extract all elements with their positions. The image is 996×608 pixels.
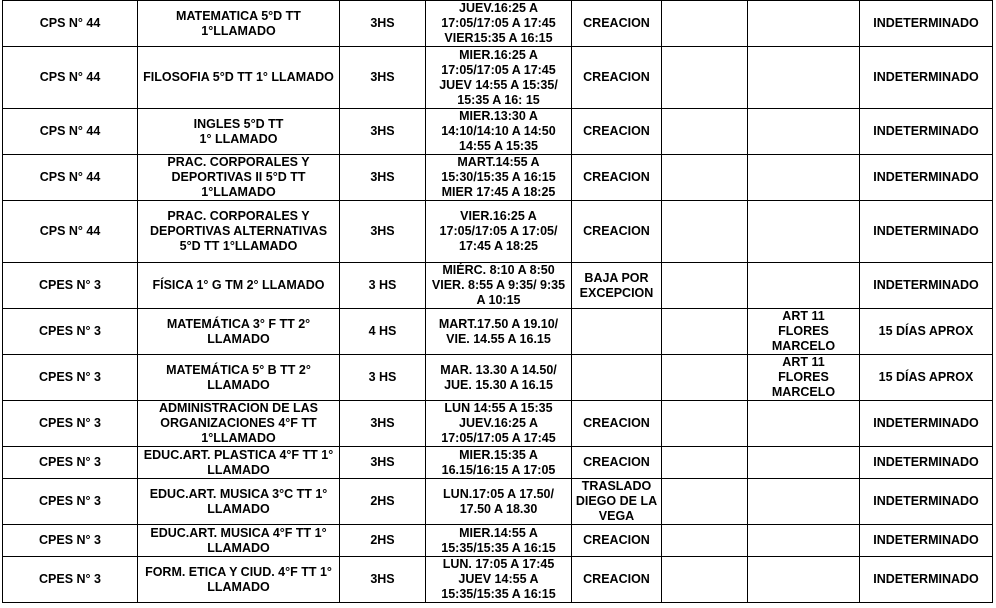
hours-cell: 2HS xyxy=(340,525,426,557)
subject-cell: PRAC. CORPORALES Y DEPORTIVAS II 5°D TT 1°LLAMADO xyxy=(138,155,340,201)
replacement-cell xyxy=(748,401,860,447)
table-row xyxy=(3,447,993,479)
duration-cell: INDETERMINADO xyxy=(860,263,993,309)
empty-cell xyxy=(662,525,748,557)
hours-cell: 3HS xyxy=(340,1,426,47)
replacement-cell xyxy=(748,525,860,557)
subject-cell: PRAC. CORPORALES Y DEPORTIVAS ALTERNATIVAS 5°D TT 1°LLAMADO xyxy=(138,201,340,263)
table-row xyxy=(3,155,993,201)
replacement-cell xyxy=(748,479,860,525)
schedule-cell: MIER.16:25 A 17:05/17:05 A 17:45 JUEV 14:55 A 15:35/ 15:35 A 16: 15 xyxy=(426,47,572,109)
schedule-cell: MIER.14:55 A 15:35/15:35 A 16:15 xyxy=(426,525,572,557)
school-cell: CPES N° 3 xyxy=(3,355,138,401)
hours-cell: 3HS xyxy=(340,47,426,109)
table-body xyxy=(3,1,993,603)
subject-cell: MATEMÁTICA 5° B TT 2° LLAMADO xyxy=(138,355,340,401)
hours-cell: 3HS xyxy=(340,401,426,447)
duration-cell: INDETERMINADO xyxy=(860,201,993,263)
hours-cell: 4 HS xyxy=(340,309,426,355)
table-row xyxy=(3,557,993,603)
status-cell: CREACION xyxy=(572,1,662,47)
hours-cell: 3HS xyxy=(340,109,426,155)
subject-cell: FILOSOFIA 5°D TT 1° LLAMADO xyxy=(138,47,340,109)
duration-cell: INDETERMINADO xyxy=(860,1,993,47)
school-cell: CPES N° 3 xyxy=(3,525,138,557)
replacement-cell xyxy=(748,109,860,155)
empty-cell xyxy=(662,109,748,155)
school-cell: CPES N° 3 xyxy=(3,479,138,525)
school-cell: CPS N° 44 xyxy=(3,155,138,201)
replacement-cell: ART 11 FLORES MARCELO xyxy=(748,355,860,401)
school-cell: CPS N° 44 xyxy=(3,109,138,155)
school-cell: CPS N° 44 xyxy=(3,47,138,109)
status-cell: CREACION xyxy=(572,109,662,155)
empty-cell xyxy=(662,479,748,525)
empty-cell xyxy=(662,355,748,401)
school-cell: CPES N° 3 xyxy=(3,309,138,355)
replacement-cell: ART 11 FLORES MARCELO xyxy=(748,309,860,355)
status-cell xyxy=(572,309,662,355)
status-cell: CREACION xyxy=(572,155,662,201)
schedule-cell: LUN. 17:05 A 17:45 JUEV 14:55 A 15:35/15:35 A 16:15 xyxy=(426,557,572,603)
status-cell: CREACION xyxy=(572,401,662,447)
table-row xyxy=(3,355,993,401)
status-cell: BAJA POR EXCEPCION xyxy=(572,263,662,309)
duration-cell: INDETERMINADO xyxy=(860,525,993,557)
schedule-cell: LUN 14:55 A 15:35 JUEV.16:25 A 17:05/17:05 A 17:45 xyxy=(426,401,572,447)
schedule-cell: LUN.17:05 A 17.50/ 17.50 A 18.30 xyxy=(426,479,572,525)
duration-cell: INDETERMINADO xyxy=(860,155,993,201)
school-cell: CPES N° 3 xyxy=(3,557,138,603)
hours-cell: 3HS xyxy=(340,201,426,263)
replacement-cell xyxy=(748,47,860,109)
duration-cell: 15 DÍAS APROX xyxy=(860,355,993,401)
school-cell: CPS N° 44 xyxy=(3,1,138,47)
hours-cell: 3HS xyxy=(340,155,426,201)
table-row xyxy=(3,47,993,109)
hours-cell: 3 HS xyxy=(340,263,426,309)
status-cell xyxy=(572,355,662,401)
duration-cell: INDETERMINADO xyxy=(860,47,993,109)
schedule-cell: MART.14:55 A 15:30/15:35 A 16:15 MIER 17:45 A 18:25 xyxy=(426,155,572,201)
duration-cell: INDETERMINADO xyxy=(860,109,993,155)
table-row xyxy=(3,1,993,47)
subject-cell: EDUC.ART. MUSICA 4°F TT 1° LLAMADO xyxy=(138,525,340,557)
replacement-cell xyxy=(748,263,860,309)
school-cell: CPES N° 3 xyxy=(3,263,138,309)
empty-cell xyxy=(662,263,748,309)
schedule-cell: MIER.13:30 A 14:10/14:10 A 14:50 14:55 A 15:35 xyxy=(426,109,572,155)
empty-cell xyxy=(662,447,748,479)
status-cell: CREACION xyxy=(572,47,662,109)
schedule-cell: VIER.16:25 A 17:05/17:05 A 17:05/ 17:45 A 18:25 xyxy=(426,201,572,263)
schedule-cell: MART.17.50 A 19.10/ VIE. 14.55 A 16.15 xyxy=(426,309,572,355)
subject-cell: EDUC.ART. MUSICA 3°C TT 1° LLAMADO xyxy=(138,479,340,525)
replacement-cell xyxy=(748,557,860,603)
subject-cell: EDUC.ART. PLASTICA 4°F TT 1° LLAMADO xyxy=(138,447,340,479)
table-row xyxy=(3,201,993,263)
empty-cell xyxy=(662,1,748,47)
subject-cell: ADMINISTRACION DE LAS ORGANIZACIONES 4°F TT 1°LLAMADO xyxy=(138,401,340,447)
hours-cell: 3HS xyxy=(340,447,426,479)
table-row xyxy=(3,109,993,155)
status-cell: CREACION xyxy=(572,447,662,479)
hours-cell: 2HS xyxy=(340,479,426,525)
status-cell: CREACION xyxy=(572,201,662,263)
duration-cell: INDETERMINADO xyxy=(860,401,993,447)
table-row xyxy=(3,525,993,557)
hours-cell: 3 HS xyxy=(340,355,426,401)
replacement-cell xyxy=(748,447,860,479)
empty-cell xyxy=(662,401,748,447)
duration-cell: 15 DÍAS APROX xyxy=(860,309,993,355)
status-cell: TRASLADO DIEGO DE LA VEGA xyxy=(572,479,662,525)
duration-cell: INDETERMINADO xyxy=(860,447,993,479)
replacement-cell xyxy=(748,155,860,201)
duration-cell: INDETERMINADO xyxy=(860,557,993,603)
replacement-cell xyxy=(748,1,860,47)
subject-cell: MATEMÁTICA 3° F TT 2° LLAMADO xyxy=(138,309,340,355)
duration-cell: INDETERMINADO xyxy=(860,479,993,525)
empty-cell xyxy=(662,557,748,603)
empty-cell xyxy=(662,47,748,109)
subject-cell: INGLES 5°D TT 1° LLAMADO xyxy=(138,109,340,155)
school-cell: CPES N° 3 xyxy=(3,401,138,447)
table-row xyxy=(3,263,993,309)
hours-cell: 3HS xyxy=(340,557,426,603)
status-cell: CREACION xyxy=(572,557,662,603)
status-cell: CREACION xyxy=(572,525,662,557)
table-row xyxy=(3,309,993,355)
subject-cell: FORM. ETICA Y CIUD. 4°F TT 1° LLAMADO xyxy=(138,557,340,603)
subject-cell: MATEMATICA 5°D TT 1°LLAMADO xyxy=(138,1,340,47)
school-cell: CPES N° 3 xyxy=(3,447,138,479)
subject-cell: FÍSICA 1° G TM 2° LLAMADO xyxy=(138,263,340,309)
empty-cell xyxy=(662,309,748,355)
schedule-cell: JUEV.16:25 A 17:05/17:05 A 17:45 VIER15:35 A 16:15 xyxy=(426,1,572,47)
replacement-cell xyxy=(748,201,860,263)
table-row xyxy=(3,479,993,525)
schedule-cell: MIER.15:35 A 16.15/16:15 A 17:05 xyxy=(426,447,572,479)
school-cell: CPS N° 44 xyxy=(3,201,138,263)
table-row xyxy=(3,401,993,447)
empty-cell xyxy=(662,155,748,201)
vacancies-table xyxy=(2,0,993,603)
schedule-cell: MAR. 13.30 A 14.50/ JUE. 15.30 A 16.15 xyxy=(426,355,572,401)
empty-cell xyxy=(662,201,748,263)
schedule-cell: MIÉRC. 8:10 A 8:50 VIER. 8:55 A 9:35/ 9:35 A 10:15 xyxy=(426,263,572,309)
